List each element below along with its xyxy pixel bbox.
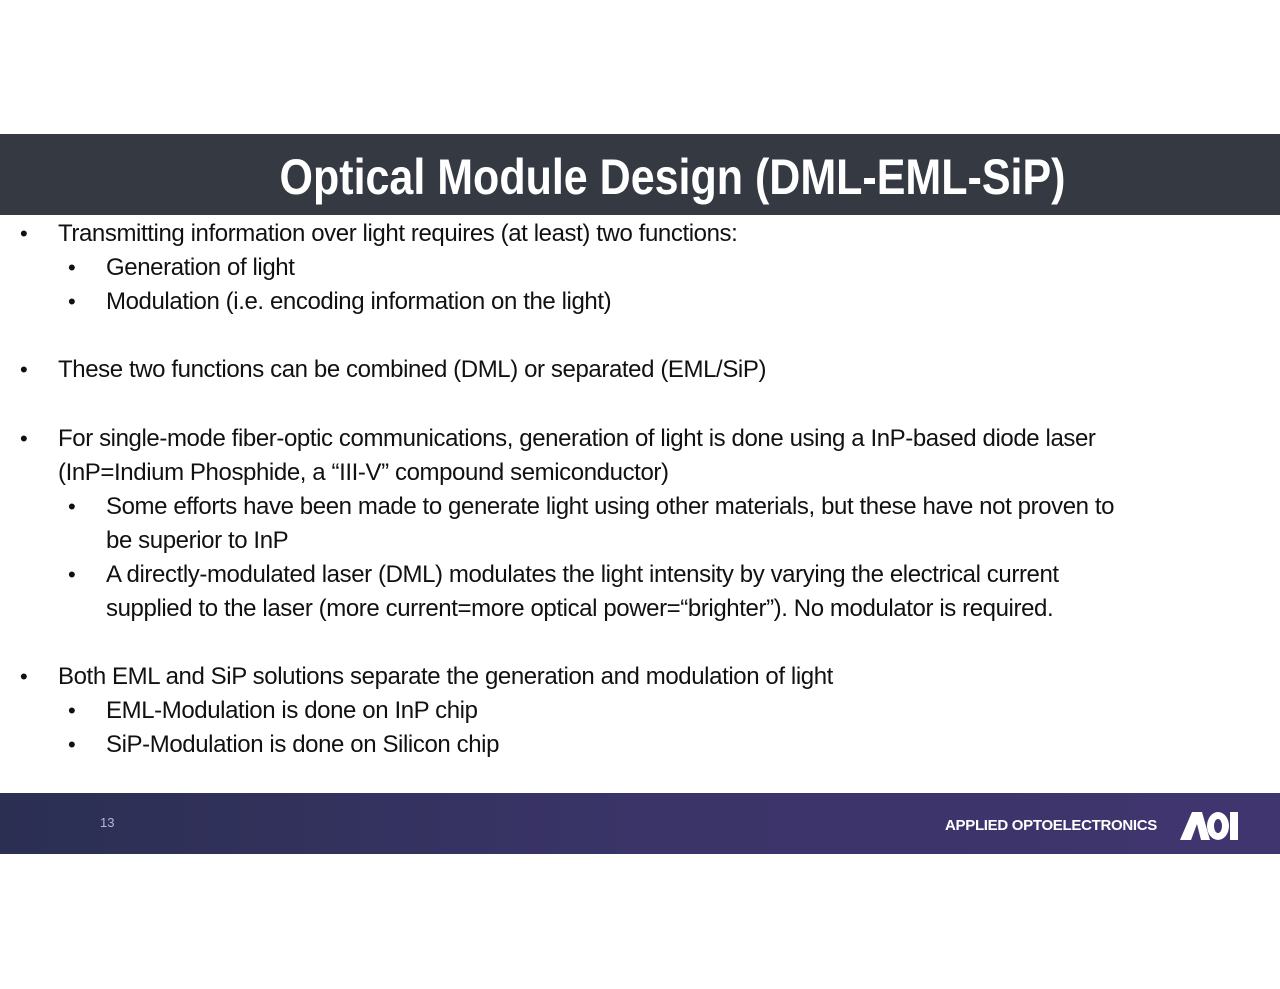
sub-bullet-text: Generation of light [106, 254, 295, 281]
sub-bullet-text: SiP-Modulation is done on Silicon chip [106, 731, 500, 758]
sub-bullet-text: be superior to InP [106, 527, 289, 554]
bullet-text: (InP=Indium Phosphide, a “III-V” compound semiconductor) [58, 459, 669, 486]
bullet-text: Transmitting information over light requires (at least) two functions: [58, 220, 738, 247]
bullet-text: For single-mode fiber-optic communications, generation of light is done using a InP-based diode laser [58, 425, 1096, 452]
sub-bullet-text: EML-Modulation is done on InP chip [106, 697, 478, 724]
bullet-icon: • [20, 357, 28, 382]
sub-bullet-text: supplied to the laser (more current=more optical power=“brighter”). No modulator is required. [106, 595, 1054, 622]
bullet-icon: • [20, 426, 28, 451]
bullet-text: These two functions can be combined (DML) or separated (EML/SiP) [58, 356, 767, 383]
sub-bullet-text: A directly-modulated laser (DML) modulates the light intensity by varying the electrical current [106, 561, 1059, 588]
bullet-icon: • [68, 255, 76, 280]
sub-bullet-text: Some efforts have been made to generate light using other materials, but these have not proven to [106, 493, 1115, 520]
bullet-text: Both EML and SiP solutions separate the generation and modulation of light [58, 663, 833, 690]
bullet-icon: • [68, 289, 76, 314]
brand-name: APPLIED OPTOELECTRONICS [945, 817, 1158, 834]
bullet-icon: • [68, 732, 76, 757]
aoi-logo [1180, 810, 1240, 842]
bullet-icon: • [20, 664, 28, 689]
bullet-icon: • [20, 221, 28, 246]
sub-bullet-text: Modulation (i.e. encoding information on the light) [106, 288, 612, 315]
page-number: 13 [100, 815, 115, 830]
slide-title: Optical Module Design (DML-EML-SiP) [279, 149, 1066, 205]
bullet-icon: • [68, 562, 76, 587]
bullet-icon: • [68, 494, 76, 519]
bullet-icon: • [68, 698, 76, 723]
